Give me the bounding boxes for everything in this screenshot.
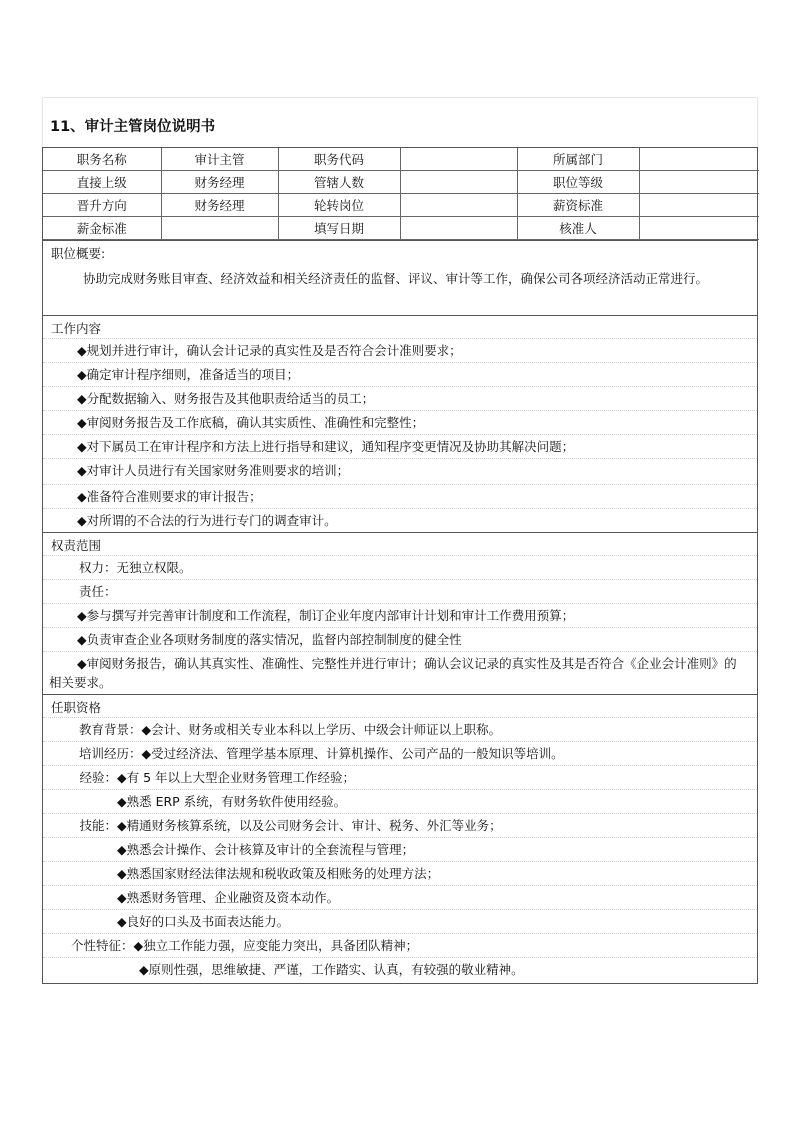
authority-title: 权责范围 xyxy=(51,538,102,553)
info-value: 财务经理 xyxy=(161,194,278,217)
skills-row xyxy=(43,813,757,837)
job-description-page xyxy=(42,97,758,984)
duty-label: 责任： xyxy=(43,579,757,603)
skills-label: 技能： xyxy=(79,818,117,833)
personality-row xyxy=(43,933,757,957)
skill-item: ◆良好的口头及书面表达能力。 xyxy=(43,909,757,933)
authority-section xyxy=(43,532,757,694)
skill-item: ◆精通财务核算系统，以及公司财务会计、审计、税务、外汇等业务； xyxy=(117,818,502,833)
duty-item: ◆审阅财务报告，确认其真实性、准确性、完整性并进行审计；确认会议记录的真实性及其是否符合《企业会计准则》的相关要求。 xyxy=(43,651,757,694)
title-box xyxy=(42,97,758,147)
work-item: ◆规划并进行审计，确认会计记录的真实性及是否符合会计准则要求； xyxy=(43,338,757,362)
qualification-section xyxy=(43,694,757,983)
info-label: 薪资标准 xyxy=(517,194,639,217)
duty-item: ◆参与撰写并完善审计制度和工作流程，制订企业年度内部审计计划和审计工作费用预算； xyxy=(43,603,757,627)
info-value xyxy=(400,217,517,240)
info-row xyxy=(43,217,759,240)
personality-label: 个性特征： xyxy=(71,938,134,953)
personality-item: ◆原则性强，思维敏捷、严谨，工作踏实、认真，有较强的敬业精神。 xyxy=(43,957,757,983)
info-value xyxy=(400,194,517,217)
overview-title: 职位概要: xyxy=(51,246,106,261)
work-section xyxy=(43,315,757,532)
info-value xyxy=(400,171,517,194)
info-label: 职务名称 xyxy=(43,148,161,171)
work-item: ◆对所谓的不合法的行为进行专门的调查审计。 xyxy=(43,508,757,532)
info-label: 职务代码 xyxy=(278,148,400,171)
education-text: 教育背景：◆会计、财务或相关专业本科以上学历、中级会计师证以上职称。 xyxy=(43,717,757,741)
info-label: 职位等级 xyxy=(517,171,639,194)
qualification-title: 任职资格 xyxy=(51,700,102,715)
info-value xyxy=(161,217,278,240)
info-row xyxy=(43,148,759,171)
info-label: 填写日期 xyxy=(278,217,400,240)
info-value xyxy=(400,148,517,171)
info-row xyxy=(43,171,759,194)
overview-text: 协助完成财务账目审查、经济效益和相关经济责任的监督、评议、审计等工作，确保公司各项经济活动正常进行。 xyxy=(83,271,709,286)
info-row xyxy=(43,194,759,217)
experience-row xyxy=(43,765,757,789)
overview-section xyxy=(43,240,757,315)
experience-item: ◆有 5 年以上大型企业财务管理工作经验； xyxy=(117,770,356,785)
info-label: 轮转岗位 xyxy=(278,194,400,217)
work-item: ◆准备符合准则要求的审计报告； xyxy=(43,484,757,508)
work-item: ◆对审计人员进行有关国家财务准则要求的培训； xyxy=(43,458,757,484)
duty-item: ◆负责审查企业各项财务制度的落实情况，监督内部控制制度的健全性 xyxy=(43,627,757,651)
work-item: ◆分配数据输入、财务报告及其他职责给适当的员工； xyxy=(43,386,757,410)
info-table xyxy=(43,148,759,240)
work-item: ◆对下属员工在审计程序和方法上进行指导和建议，通知程序变更情况及协助其解决问题； xyxy=(43,434,757,458)
doc-title: 11、审计主管岗位说明书 xyxy=(50,119,216,135)
power-text: 权力：无独立权限。 xyxy=(43,555,757,579)
personality-item: ◆独立工作能力强，应变能力突出，具备团队精神； xyxy=(133,938,419,953)
info-value: 财务经理 xyxy=(161,171,278,194)
info-label: 薪金标准 xyxy=(43,217,161,240)
work-item: ◆确定审计程序细则，准备适当的项目； xyxy=(43,362,757,386)
info-value xyxy=(639,217,759,240)
info-value xyxy=(639,194,759,217)
info-label: 晋升方向 xyxy=(43,194,161,217)
info-label: 所属部门 xyxy=(517,148,639,171)
info-value: 审计主管 xyxy=(161,148,278,171)
skill-item: ◆熟悉国家财经法律法规和税收政策及相账务的处理方法； xyxy=(43,861,757,885)
info-value xyxy=(639,171,759,194)
work-item: ◆审阅财务报告及工作底稿，确认其实质性、准确性和完整性； xyxy=(43,410,757,434)
work-title: 工作内容 xyxy=(51,321,102,336)
experience-label: 经验： xyxy=(79,770,117,785)
training-text: 培训经历：◆受过经济法、管理学基本原理、计算机操作、公司产品的一般知识等培训。 xyxy=(43,741,757,765)
experience-item: ◆熟悉 ERP 系统，有财务软件使用经验。 xyxy=(43,789,757,813)
info-label: 直接上级 xyxy=(43,171,161,194)
skill-item: ◆熟悉会计操作、会计核算及审计的全套流程与管理； xyxy=(43,837,757,861)
info-value xyxy=(639,148,759,171)
skill-item: ◆熟悉财务管理、企业融资及资本动作。 xyxy=(43,885,757,909)
info-label: 管辖人数 xyxy=(278,171,400,194)
job-form xyxy=(42,147,758,984)
info-label: 核准人 xyxy=(517,217,639,240)
